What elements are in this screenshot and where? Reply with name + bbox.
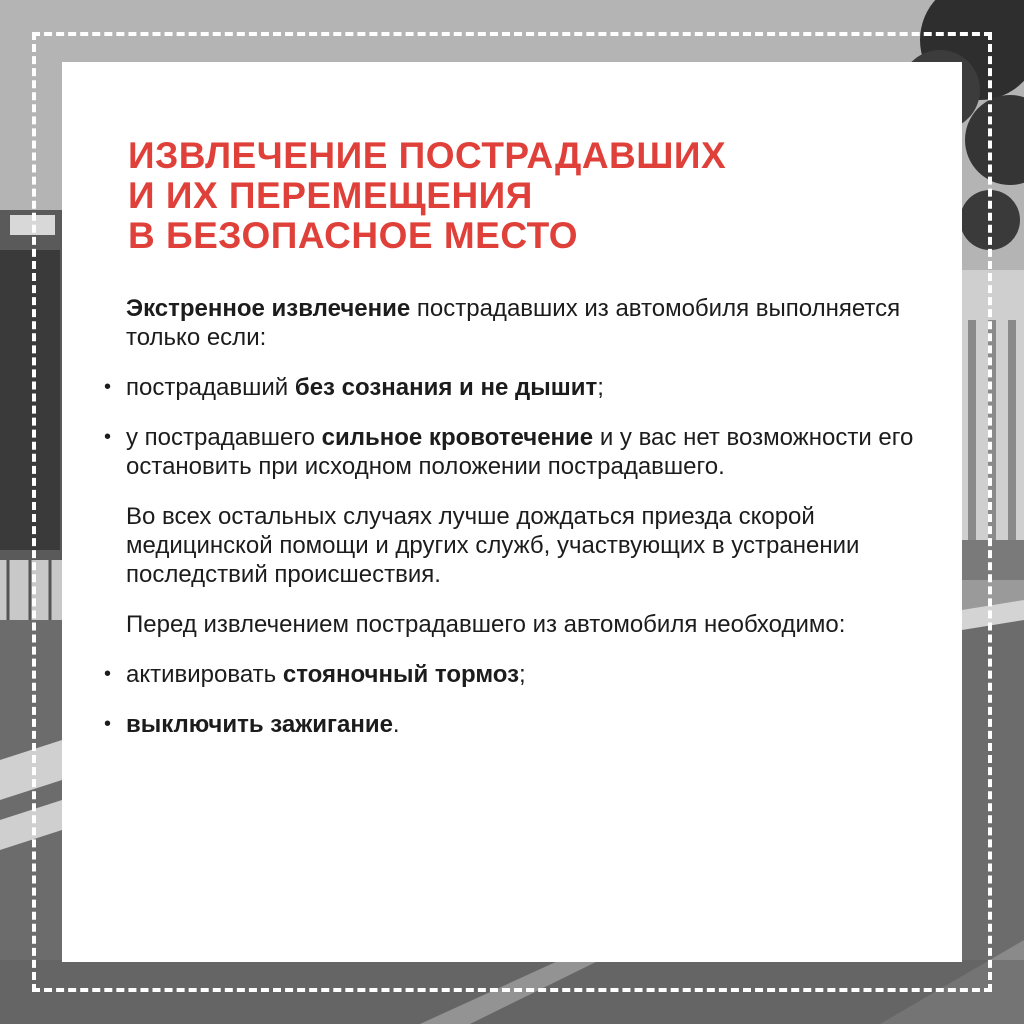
list-item: • пострадавший без сознания и не дышит;: [104, 374, 604, 401]
page-title: [128, 136, 868, 256]
list-item: • выключить зажигание.: [104, 711, 400, 738]
intro-text: пострадавших из автомобиля выполняется только если:: [126, 295, 901, 351]
list-item: • у пострадавшего сильное кровотечение и у вас нет возможности его остановить при исходном положении пострадавшего.: [104, 424, 914, 480]
intro-bold: Экстренное извлечение: [126, 295, 411, 322]
instructions-body: [104, 294, 916, 760]
paragraph-before-extraction: Перед извлечением пострадавшего из автомобиля необходимо:: [126, 611, 846, 638]
bullet-icon: •: [104, 376, 112, 398]
title-line: ИЗВЛЕЧЕНИЕ ПОСТРАДАВШИХ: [128, 135, 727, 176]
paragraph-other-cases: Во всех остальных случаях лучше дождаться приезда скорой медицинской помощи и других служб, участвующих в устранении последствий происшествия.: [126, 503, 860, 588]
intro-paragraph: [126, 294, 916, 352]
bullet-icon: •: [104, 663, 112, 685]
bullet-icon: •: [104, 426, 112, 448]
bullet-icon: •: [104, 713, 112, 735]
info-card: [62, 62, 962, 962]
title-line: И ИХ ПЕРЕМЕЩЕНИЯ: [128, 175, 533, 216]
list-item: • активировать стояночный тормоз;: [104, 661, 526, 688]
title-line: В БЕЗОПАСНОЕ МЕСТО: [128, 215, 579, 256]
